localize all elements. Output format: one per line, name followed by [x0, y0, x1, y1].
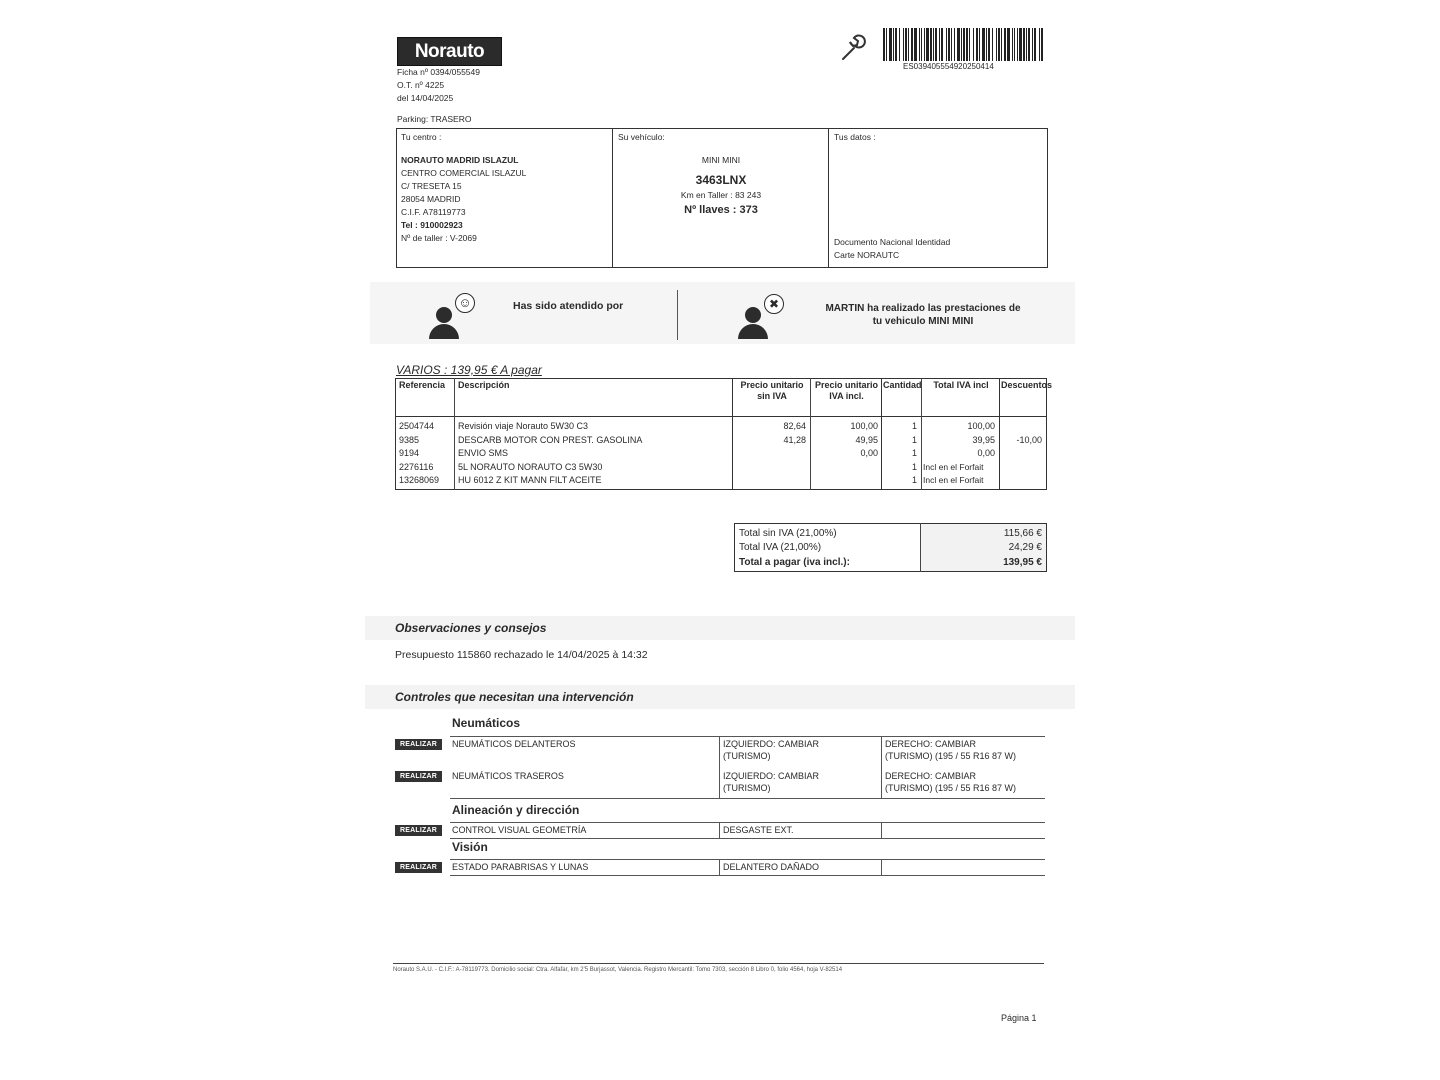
- vehicle-plate: 3463LNX: [695, 173, 747, 187]
- parking-info: Parking: TRASERO: [397, 114, 472, 124]
- barcode-bar: [979, 28, 980, 61]
- item-total: Incl en el Forfait: [923, 475, 984, 485]
- item-total: 0,00: [977, 448, 995, 458]
- barcode-number-main: ES03940555492025041: [903, 62, 990, 71]
- barcode-bar: [973, 28, 974, 61]
- order-date: del 14/04/2025: [397, 93, 454, 103]
- item-total: 100,00: [967, 421, 995, 431]
- barcode-bar: [1007, 28, 1010, 61]
- barcode-bar: [1028, 28, 1030, 61]
- barcode-bar: [982, 28, 985, 61]
- barcode-bar: [992, 28, 993, 61]
- varios-title: VARIOS : 139,95 € A pagar: [396, 363, 542, 377]
- item-discount: -10,00: [1016, 434, 1042, 445]
- item-desc: DESCARB MOTOR CON PREST. GASOLINA: [458, 434, 643, 445]
- item-total: 39,95: [972, 434, 995, 445]
- item-ref: 13268069: [399, 475, 440, 485]
- barcode-bar: [996, 28, 997, 61]
- barcode-bar: [1023, 28, 1025, 61]
- item-ref: 2504744: [399, 421, 435, 431]
- barcode-bar: [926, 28, 929, 61]
- item-price-excl: 82,64: [783, 421, 806, 431]
- control-item-left: IZQUIERDO: CAMBIAR: [723, 739, 820, 749]
- barcode-bar: [976, 28, 978, 61]
- col-header-price-excl: Precio unitario sin IVA: [740, 380, 804, 401]
- total-vat-value: 24,29 €: [1008, 542, 1042, 553]
- barcode-number-suffix: 4: [989, 62, 994, 71]
- centro-address: [401, 154, 526, 245]
- realizar-button[interactable]: REALIZAR: [395, 862, 442, 873]
- control-item-desc: ESTADO PARABRISAS Y LUNAS: [452, 862, 589, 872]
- datos-carte: Carte NORAUTC: [834, 250, 900, 260]
- barcode-bar: [921, 28, 922, 61]
- centro-line: CENTRO COMERCIAL ISLAZUL: [401, 168, 527, 178]
- barcode-bar: [1026, 28, 1027, 61]
- barcode-bar: [951, 28, 952, 61]
- ot-number: O.T. nº 4225: [397, 80, 445, 90]
- control-item-right: DERECHO: CAMBIAR: [885, 739, 977, 749]
- control-item-desc: NEUMÁTICOS DELANTEROS: [452, 739, 576, 749]
- barcode-bar: [889, 28, 892, 61]
- realizar-button[interactable]: REALIZAR: [395, 825, 442, 836]
- barcode-bar: [954, 28, 955, 61]
- barcode-bar: [1001, 28, 1002, 61]
- barcode-bar: [886, 28, 887, 61]
- barcode-bar: [914, 28, 917, 61]
- col-header-price-incl: Precio unitario IVA incl.: [814, 380, 878, 401]
- centro-label: Tu centro :: [401, 132, 442, 142]
- datos-label: Tus datos :: [834, 132, 876, 142]
- smiley-icon: ☺: [455, 293, 475, 313]
- barcode-bar: [905, 28, 907, 61]
- barcode-bar: [1004, 28, 1006, 61]
- barcode-bar: [988, 28, 990, 61]
- barcode-bar: [893, 28, 894, 61]
- technician-text: [803, 302, 1043, 328]
- item-qty: 1: [911, 475, 917, 485]
- control-item-desc: CONTROL VISUAL GEOMETRÍA: [452, 825, 587, 835]
- barcode-bar: [1032, 28, 1033, 61]
- item-qty: 1: [911, 421, 917, 431]
- barcode-bar: [1017, 28, 1018, 61]
- legal-footer: Norauto S.A.U. - C.I.F.: A-78119773. Domicilio social: Ctra. Alfafar, km 2'5 Burjassot, Valencia. Registro Mercantil: Tomo 7303, sección 8 Libro 0, folio 4564, hoja V-82514: [393, 967, 843, 973]
- barcode-bar: [969, 28, 970, 61]
- col-header-total: Total IVA incl: [933, 380, 989, 390]
- wrench-icon: [837, 33, 867, 63]
- tools-icon: ✖: [764, 294, 784, 314]
- item-qty: 1: [911, 448, 917, 458]
- barcode-bar: [946, 28, 947, 61]
- centro-line: NORAUTO MADRID ISLAZUL: [401, 155, 519, 165]
- barcode-bar: [963, 28, 965, 61]
- barcode-bar: [899, 28, 900, 61]
- item-ref: 9194: [399, 448, 420, 458]
- col-header-ref: Referencia: [399, 380, 446, 390]
- observaciones-title: Observaciones y consejos: [395, 621, 547, 635]
- barcode-bar: [941, 28, 943, 61]
- item-desc: HU 6012 Z KIT MANN FILT ACEITE: [458, 475, 602, 485]
- barcode-bar: [911, 28, 913, 61]
- technician-line-2: tu vehiculo MINI MINI: [872, 316, 974, 327]
- barcode: [883, 28, 1045, 61]
- centro-line: C/ TRESETA 15: [401, 181, 462, 191]
- realizar-button[interactable]: REALIZAR: [395, 771, 442, 782]
- norauto-logo: Norauto: [397, 37, 502, 66]
- barcode-bar: [935, 28, 937, 61]
- control-item-left: IZQUIERDO: CAMBIAR: [723, 771, 820, 781]
- barcode-bar: [924, 28, 925, 61]
- barcode-bar: [957, 28, 960, 61]
- ficha-number: Ficha nº 0394/055549: [397, 67, 480, 77]
- item-qty: 1: [911, 461, 917, 472]
- vehiculo-label: Su vehículo:: [618, 132, 665, 142]
- barcode-bar: [903, 28, 904, 61]
- barcode-bar: [1012, 28, 1013, 61]
- barcode-bar: [919, 28, 920, 61]
- total-pay-label: Total a pagar (iva incl.):: [739, 557, 850, 568]
- control-item-left-detail: (TURISMO): [723, 783, 771, 793]
- barcode-bar: [1039, 28, 1040, 61]
- item-price-incl: 100,00: [850, 421, 878, 431]
- total-pay-value: 139,95 €: [1003, 557, 1042, 568]
- total-excl-value: 115,66 €: [1003, 528, 1042, 539]
- centro-line: Tel : 910002923: [401, 220, 463, 230]
- control-item-right: DERECHO: CAMBIAR: [885, 771, 977, 781]
- barcode-bar: [1019, 28, 1022, 61]
- item-desc: Revisión viaje Norauto 5W30 C3: [458, 421, 589, 431]
- barcode-bar: [883, 28, 885, 61]
- item-desc: 5L NORAUTO NORAUTO C3 5W30: [458, 461, 603, 472]
- barcode-bar: [961, 28, 962, 61]
- col-header-discount: Descuentos: [1001, 380, 1053, 390]
- observaciones-text: Presupuesto 115860 rechazado le 14/04/2025 à 14:32: [395, 649, 648, 661]
- realizar-button[interactable]: REALIZAR: [395, 739, 442, 750]
- col-header-qty: Cantidad: [883, 380, 922, 390]
- barcode-bar: [966, 28, 968, 61]
- controles-title: Controles que necesitan una intervención: [395, 690, 634, 704]
- barcode-bar: [1034, 28, 1036, 61]
- barcode-bar: [895, 28, 897, 61]
- centro-line: 28054 MADRID: [401, 194, 461, 204]
- item-price-incl: 49,95: [855, 434, 878, 445]
- control-item-desc: NEUMÁTICOS TRASEROS: [452, 771, 564, 781]
- item-ref: 2276116: [399, 461, 434, 472]
- vehicle-km: Km en Taller : 83 243: [680, 190, 762, 200]
- barcode-bar: [1041, 28, 1043, 61]
- centro-line: C.I.F. A78119773: [401, 207, 466, 217]
- barcode-bar: [1014, 28, 1015, 61]
- barcode-bar: [939, 28, 940, 61]
- page-number: Página 1: [1001, 1013, 1037, 1023]
- barcode-bar: [908, 28, 909, 61]
- control-group-title: Neumáticos: [452, 716, 521, 730]
- item-price-incl: 0,00: [860, 448, 878, 458]
- control-item-left: DESGASTE EXT.: [723, 825, 794, 835]
- vehicle-model: MINI MINI: [701, 155, 741, 165]
- item-price-excl: 41,28: [783, 434, 806, 445]
- barcode-bar: [948, 28, 950, 61]
- barcode-bar: [930, 28, 932, 61]
- control-group-title: Alineación y dirección: [452, 803, 580, 817]
- item-desc: ENVIO SMS: [458, 448, 509, 458]
- col-header-desc: Descripción: [458, 380, 510, 390]
- control-item-left: DELANTERO DAÑADO: [723, 862, 820, 872]
- vehicle-keys: Nº llaves : 373: [684, 204, 758, 216]
- total-vat-label: Total IVA (21,00%): [739, 542, 822, 553]
- control-item-left-detail: (TURISMO): [723, 751, 771, 761]
- barcode-bar: [933, 28, 934, 61]
- control-item-right-detail: (TURISMO) (195 / 55 R16 87 W): [885, 751, 1017, 761]
- control-item-right-detail: (TURISMO) (195 / 55 R16 87 W): [885, 783, 1017, 793]
- technician-line-1: MARTIN ha realizado las prestaciones de: [825, 303, 1021, 314]
- control-group-title: Visión: [452, 840, 488, 854]
- barcode-bar: [986, 28, 987, 61]
- barcode-bar: [998, 28, 1000, 61]
- total-excl-label: Total sin IVA (21,00%): [739, 528, 837, 539]
- item-qty: 1: [911, 434, 917, 445]
- item-ref: 9385: [399, 434, 420, 445]
- item-total: Incl en el Forfait: [923, 461, 984, 472]
- attended-by-text: Has sido atendido por: [513, 300, 624, 312]
- vehicle-info: [614, 154, 828, 218]
- datos-dni: Documento Nacional Identidad: [834, 237, 951, 247]
- centro-line: Nº de taller : V-2069: [401, 233, 477, 243]
- barcode-number: [903, 62, 994, 71]
